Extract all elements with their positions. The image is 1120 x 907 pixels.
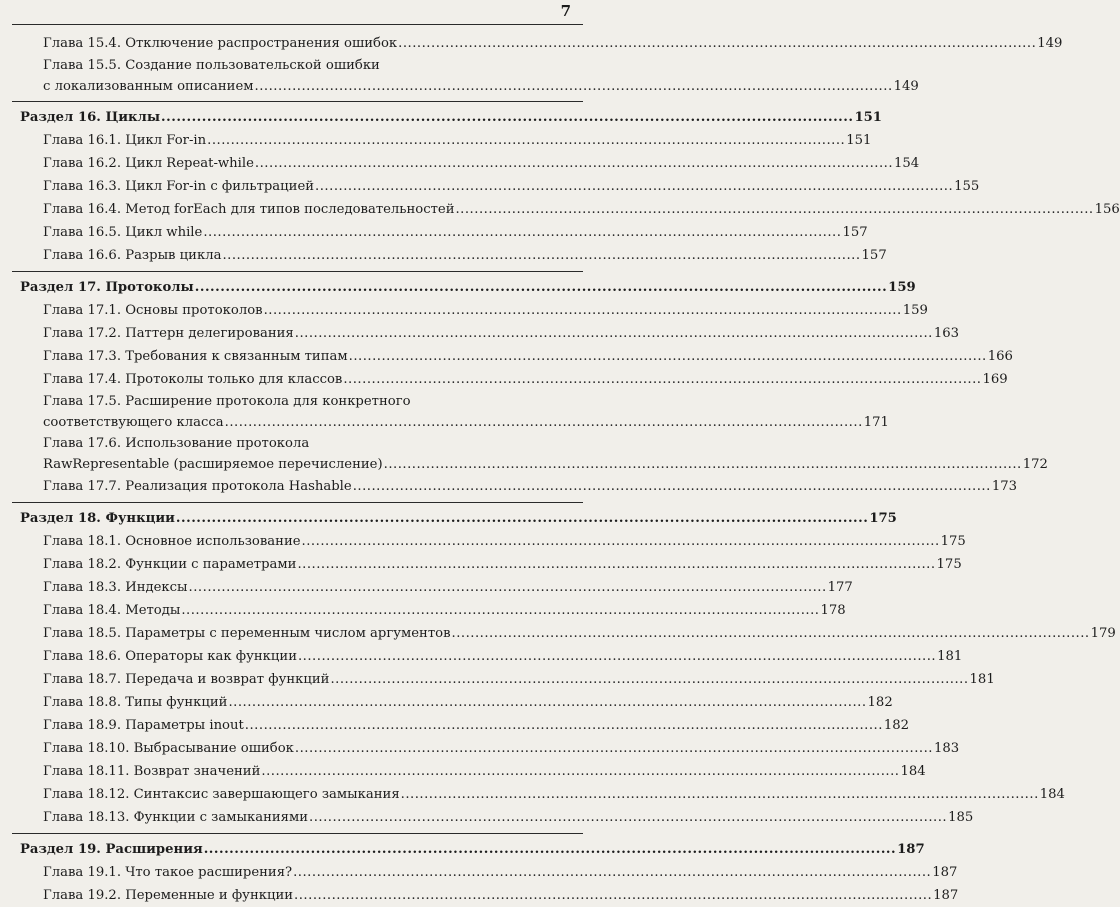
toc-entry: Глава 18.11. Возврат значений ........................................................................................................................................ 184	[43, 764, 926, 779]
section-19-chapters	[0, 861, 959, 907]
toc-entry: Глава 16.4. Метод forEach для типов последовательностей ........................................................................................................................................ 156	[43, 202, 1120, 217]
toc-entry: Глава 16.2. Цикл Repeat-while ........................................................................................................................................ 154	[43, 156, 920, 171]
toc-entry: Глава 19.1. Что такое расширения? ........................................................................................................................................ 187	[43, 865, 958, 880]
page-number: 7	[560, 2, 571, 20]
toc-entry: Глава 17.2. Паттерн делегирования ........................................................................................................................................ 163	[43, 326, 960, 341]
header-rule	[12, 24, 583, 25]
toc-entry: Глава 18.3. Индексы ........................................................................................................................................ 177	[43, 580, 853, 595]
toc-entry: Глава 17.6. Использование протокола RawRepresentable (расширяемое перечисление) ........................................................................................................................................ 172	[43, 436, 1048, 472]
toc-entry: Глава 18.5. Параметры с переменным числом аргументов ........................................................................................................................................ 179	[43, 626, 1116, 641]
section-divider	[12, 101, 583, 102]
toc-entry: Глава 17.7. Реализация протокола Hashable ........................................................................................................................................ 173	[43, 479, 1017, 494]
toc-entry: Глава 17.1. Основы протоколов ........................................................................................................................................ 159	[43, 303, 928, 318]
toc-entry: Глава 15.4. Отключение распространения ошибок ........................................................................................................................................ 149	[43, 36, 1063, 51]
toc-entry: Глава 18.7. Передача и возврат функций ........................................................................................................................................ 181	[43, 672, 995, 687]
toc-entry: Глава 18.9. Параметры inout ........................................................................................................................................ 182	[43, 718, 910, 733]
table-of-contents	[0, 32, 1120, 907]
toc-entry: Глава 17.5. Расширение протокола для конкретного соответствующего класса ........................................................................................................................................ 171	[43, 394, 889, 430]
toc-entry: Глава 18.13. Функции с замыканиями ........................................................................................................................................ 185	[43, 810, 974, 825]
toc-entry: Глава 16.6. Разрыв цикла ........................................................................................................................................ 157	[43, 248, 887, 263]
toc-entry: Глава 18.4. Методы ........................................................................................................................................ 178	[43, 603, 846, 618]
section-divider	[12, 271, 583, 272]
toc-entry: Глава 17.4. Протоколы только для классов ........................................................................................................................................ 169	[43, 372, 1008, 387]
toc-entry: Глава 18.8. Типы функций ........................................................................................................................................ 182	[43, 695, 893, 710]
toc-section: Раздел 19. Расширения ........................................................................................................................................ 187	[20, 842, 925, 857]
section-divider	[12, 502, 583, 503]
toc-section: Раздел 17. Протоколы ........................................................................................................................................ 159	[20, 280, 916, 295]
section-16-chapters	[0, 129, 1120, 267]
toc-section: Раздел 18. Функции ........................................................................................................................................ 175	[20, 511, 897, 526]
toc-entry: Глава 18.6. Операторы как функции ........................................................................................................................................ 181	[43, 649, 963, 664]
section-divider	[12, 833, 583, 834]
toc-section: Раздел 16. Циклы ........................................................................................................................................ 151	[20, 110, 882, 125]
toc-entry: Глава 16.1. Цикл For-in ........................................................................................................................................ 151	[43, 133, 872, 148]
toc-entry: Глава 18.10. Выбрасывание ошибок ........................................................................................................................................ 183	[43, 741, 960, 756]
toc-entry: Глава 18.2. Функции с параметрами ........................................................................................................................................ 175	[43, 557, 962, 572]
toc-entry: Глава 17.3. Требования к связанным типам ........................................................................................................................................ 166	[43, 349, 1013, 364]
toc-entry: Глава 18.12. Синтаксис завершающего замыкания ........................................................................................................................................ 184	[43, 787, 1065, 802]
toc-entry: Глава 15.5. Создание пользовательской ошибки с локализованным описанием ........................................................................................................................................ 149	[43, 58, 919, 94]
toc-entry: Глава 16.5. Цикл while ........................................................................................................................................ 157	[43, 225, 868, 240]
section-17-chapters	[0, 299, 1013, 391]
toc-entry: Глава 19.2. Переменные и функции ........................................................................................................................................ 187	[43, 888, 959, 903]
section-18-chapters	[0, 530, 1116, 829]
toc-entry: Глава 16.3. Цикл For-in с фильтрацией ........................................................................................................................................ 155	[43, 179, 980, 194]
toc-entry: Глава 18.1. Основное использование ........................................................................................................................................ 175	[43, 534, 966, 549]
